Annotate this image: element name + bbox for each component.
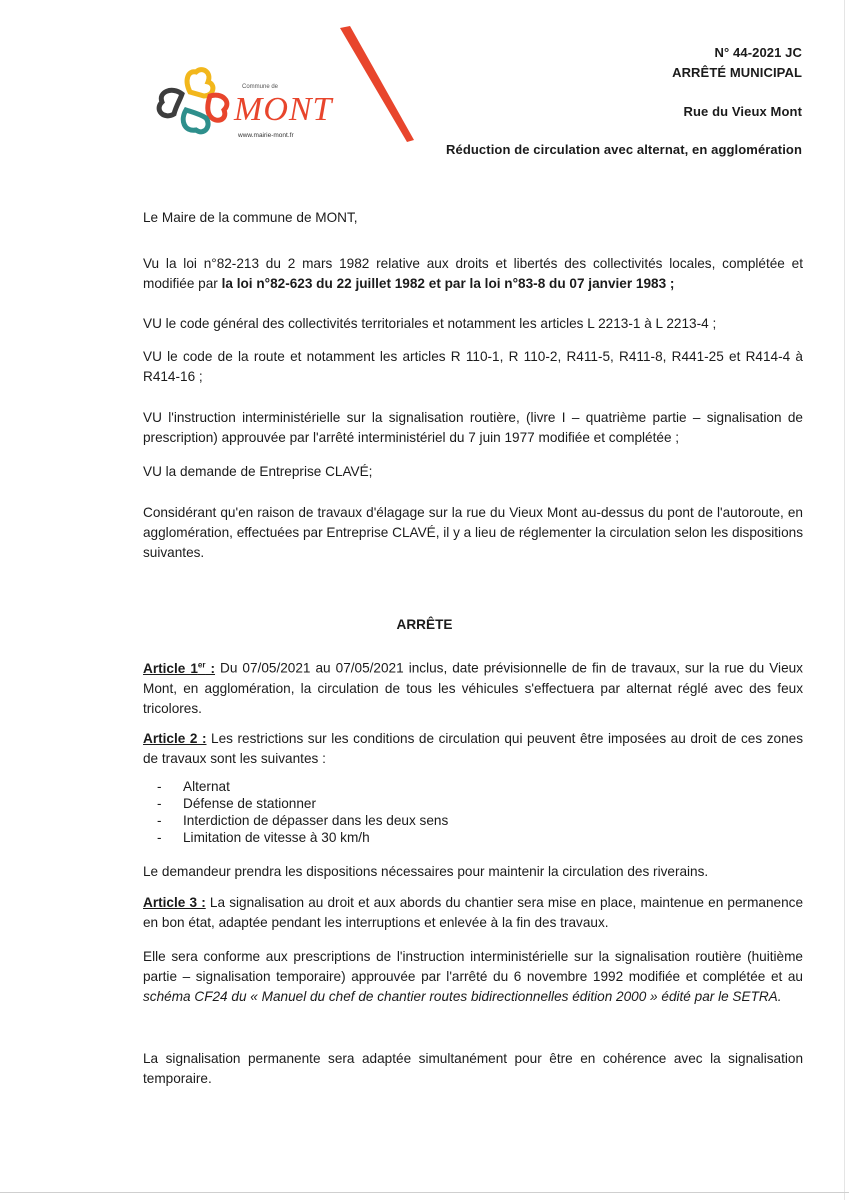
vu-loi-paragraph xyxy=(143,254,803,294)
article-1 xyxy=(143,655,803,719)
vu-loi-text: Vu la loi n°82-213 du 2 mars 1982 relative aux droits et libertés des collectivités locales, complétée et modifiée par xyxy=(143,256,803,291)
logo-small-text: Commune de xyxy=(242,84,279,90)
logo-leaf-teal xyxy=(183,110,208,132)
vu-cgct-paragraph: VU le code général des collectivités territoriales et notamment les articles L 2213-1 à L 2213-4 ; xyxy=(143,316,717,331)
article-3 xyxy=(143,893,803,933)
article-1-label-sup: er xyxy=(197,660,206,669)
article-1-label-colon: : xyxy=(205,660,216,676)
scan-edge-line xyxy=(844,0,845,1200)
vu-instruction-paragraph: VU l'instruction interministérielle sur la signalisation routière, (livre I – quatrième partie – signalisation de prescription) approuvée par l'arrêté interministériel du 7 juin 1977 modifiée et complétée ; xyxy=(143,410,803,445)
article-2-text: Les restrictions sur les conditions de circulation qui peuvent être imposées au droit de ces zones de travaux sont les suivantes : xyxy=(143,731,803,766)
logo-website: www.mairie-mont.fr xyxy=(238,132,294,139)
article-1-label-text: Article 1 xyxy=(143,660,198,676)
vu-loi-bold: la loi n°82-623 du 22 juillet 1982 et par la loi n°83-8 du 07 janvier 1983 ; xyxy=(221,276,675,291)
article-2 xyxy=(143,729,803,769)
article-2-list xyxy=(143,778,803,846)
logo-leaf-dark xyxy=(159,90,182,116)
decree-number: N° 44-2021 JC xyxy=(714,45,802,60)
arrete-title: ARRÊTE xyxy=(396,617,453,632)
list-item: - Interdiction de dépasser dans les deux sens xyxy=(143,812,803,829)
decree-subject: Réduction de circulation avec alternat, en agglomération xyxy=(446,142,802,157)
article-2-after: Le demandeur prendra les dispositions nécessaires pour maintenir la circulation des riverains. xyxy=(143,864,709,879)
maire-line: Le Maire de la commune de MONT, xyxy=(143,210,358,225)
list-item: - Défense de stationner xyxy=(143,795,803,812)
article-1-label xyxy=(143,661,215,676)
logo-name: MONT xyxy=(234,91,333,128)
article-3-label: Article 3 : xyxy=(143,895,206,910)
article-1-text: Du 07/05/2021 au 07/05/2021 inclus, date prévisionnelle de fin de travaux, sur la rue du Vieux Mont, en agglomération, la circulation de tous les véhicules s'effectuera par alternat réglé avec des feux tricolores. xyxy=(143,660,803,716)
list-item: - Limitation de vitesse à 30 km/h xyxy=(143,829,803,846)
commune-logo xyxy=(150,22,430,150)
logo-red-stroke xyxy=(340,26,414,142)
considerant-paragraph: Considérant qu'en raison de travaux d'élagage sur la rue du Vieux Mont au-dessus du pont de l'autoroute, en agglomération, effectuées par Entreprise CLAVÉ, il y a lieu de réglementer la circulation selon les dispositions suivantes. xyxy=(143,505,803,560)
vu-code-route-paragraph: VU le code de la route et notamment les articles R 110-1, R 110-2, R411-5, R411-8, R441-25 et R414-4 à R414-16 ; xyxy=(143,349,803,384)
list-item: - Alternat xyxy=(143,778,803,795)
vu-demande-paragraph: VU la demande de Entreprise CLAVÉ; xyxy=(143,464,373,479)
conforme-paragraph xyxy=(143,947,803,1007)
decree-type: ARRÊTÉ MUNICIPAL xyxy=(672,65,802,80)
permanente-paragraph: La signalisation permanente sera adaptée simultanément pour être en cohérence avec la signalisation temporaire. xyxy=(143,1051,803,1086)
article-2-list-wrap xyxy=(143,778,803,846)
decree-street: Rue du Vieux Mont xyxy=(683,104,802,119)
conforme-italic: schéma CF24 du « Manuel du chef de chantier routes bidirectionnelles édition 2000 » édité par le SETRA. xyxy=(143,989,782,1004)
conforme-text: Elle sera conforme aux prescriptions de l'instruction interministérielle sur la signalisation routière (huitième partie – signalisation temporaire) approuvée par l'arrêté du 6 novembre 1992 modifiée et complétée et au xyxy=(143,949,803,984)
logo-leaf-yellow xyxy=(187,70,213,96)
article-3-text: La signalisation au droit et aux abords du chantier sera mise en place, maintenue en permanence en bon état, adaptée pendant les interruptions et enlevée à la fin des travaux. xyxy=(143,895,804,930)
article-2-label: Article 2 : xyxy=(143,731,207,746)
logo-leaf-red xyxy=(208,95,227,120)
scan-bottom-line xyxy=(0,1192,849,1193)
